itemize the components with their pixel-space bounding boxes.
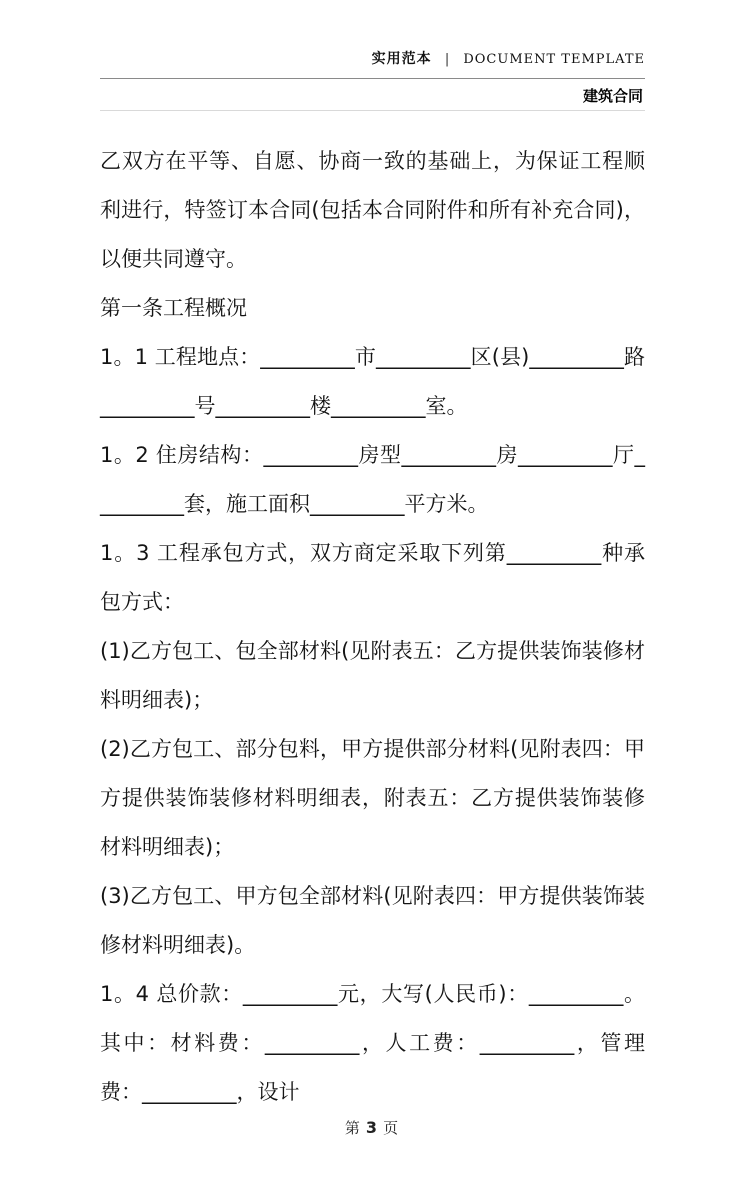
clause-1-3-option-1: (1)乙方包工、包全部材料(见附表五：乙方提供装饰装修材料明细表)； xyxy=(100,639,645,712)
clause-1-2-structure: 1。2 住房结构：_________房型_________房_________厅_________套，施工面积_________平方米。 xyxy=(100,443,645,516)
document-header xyxy=(100,48,645,111)
clause-1-3-option-2: (2)乙方包工、部分包料，甲方提供部分材料(见附表四：甲方提供装饰装修材料明细表，附表五：乙方提供装饰装修材料明细表)； xyxy=(100,737,645,859)
clause-1-1-location: 1。1 工程地点：_________市_________区(县)_________路_________号_________楼_________室。 xyxy=(100,345,645,418)
page-number-prefix: 第 xyxy=(344,1119,362,1137)
clause-1-4-total-price: 1。4 总价款：_________元，大写(人民币)：_________。其中：材料费：_________，人工费：_________，管理费：_________，设计 xyxy=(100,982,645,1104)
brand-separator: | xyxy=(444,52,451,67)
section-heading-article1: 第一条工程概况 xyxy=(100,296,247,320)
paragraph-intro: 乙双方在平等、自愿、协商一致的基础上，为保证工程顺利进行，特签订本合同(包括本合同附件和所有补充合同)，以便共同遵守。 xyxy=(100,149,645,271)
header-brand xyxy=(100,48,645,78)
document-category-label: 建筑合同 xyxy=(582,87,643,105)
brand-chinese-label: 实用范本 xyxy=(371,51,432,67)
page-footer xyxy=(100,1117,645,1178)
category-divider xyxy=(100,110,645,111)
clause-1-3-option-3: (3)乙方包工、甲方包全部材料(见附表四：甲方提供装饰装修材料明细表)。 xyxy=(100,884,645,957)
clause-1-3-contract-mode: 1。3 工程承包方式，双方商定采取下列第_________种承包方式： xyxy=(100,541,645,614)
document-body xyxy=(100,137,645,1117)
page-number: 3 xyxy=(365,1118,380,1137)
page-number-suffix: 页 xyxy=(383,1119,401,1137)
brand-english-label: DOCUMENT TEMPLATE xyxy=(463,52,645,67)
